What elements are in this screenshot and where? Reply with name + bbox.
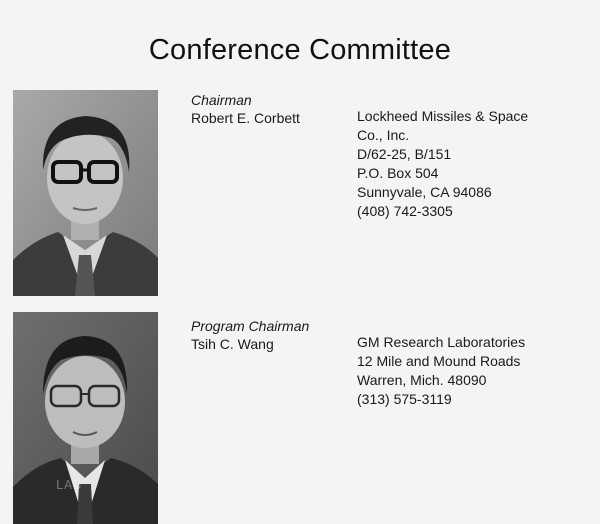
chairman-portrait-photo	[13, 90, 158, 296]
address-line: D/62-25, B/151	[357, 146, 452, 162]
member-name: Robert E. Corbett	[191, 110, 300, 126]
watermark: LAB	[56, 478, 83, 492]
address-line: 12 Mile and Mound Roads	[357, 353, 521, 369]
member-name: Tsih C. Wang	[191, 336, 274, 352]
address-line: Sunnyvale, CA 94086	[357, 184, 492, 200]
address-line: Co., Inc.	[357, 127, 410, 143]
member-role-label: Program Chairman	[191, 318, 310, 334]
address-line: GM Research Laboratories	[357, 334, 526, 350]
address-line: P.O. Box 504	[357, 165, 439, 181]
address-line: Lockheed Missiles & Space	[357, 108, 529, 124]
phone-number: (313) 575-3119	[357, 391, 452, 407]
address-line: Warren, Mich. 48090	[357, 372, 487, 388]
phone-number: (408) 742-3305	[357, 203, 453, 219]
member-role-label: Chairman	[191, 92, 252, 108]
program-chairman-portrait-photo	[13, 312, 158, 524]
member-address	[357, 333, 525, 409]
page-title: Conference Committee	[148, 34, 452, 66]
member-address	[357, 107, 528, 221]
